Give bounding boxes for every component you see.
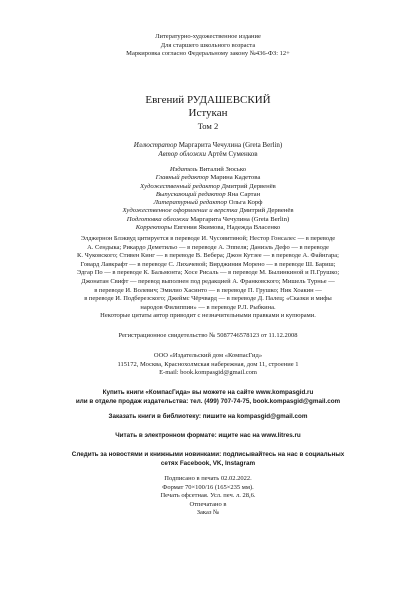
credit-line [0,150,416,159]
book-author [0,94,416,107]
credit-role: Автор обложки [158,150,206,159]
age-rating-line: Маркировка согласно Федеральному закону №436-ФЗ: 12+ [126,50,290,58]
print-line: Подписано в печать 02.02.2022. [164,475,252,482]
author-first-name: Евгений [145,94,185,106]
credit-name: Маргарита Чечулина (Greta Berlin) [178,141,283,149]
staff-line [0,199,416,207]
quotes-note [58,235,358,321]
buy-block [0,389,416,406]
quotes-line: Джонатан Свифт — перевод выполнен под редакцией А. Франковского; Мишель Турнье — [81,277,335,285]
staff-line [0,191,416,199]
staff-role: Литературный редактор [153,199,228,207]
staff-name: Дмитрий Дервенёв [221,182,276,190]
staff-line [0,183,416,191]
social-block [0,451,416,468]
staff-line [0,166,416,174]
staff-block [0,166,416,232]
staff-role: Издатель [169,166,198,173]
staff-name: Евгения Якимова, Надежда Власенко [173,224,281,232]
staff-name: Виталий Зюсько [199,166,247,173]
registration-line: Регистрационное свидетельство № 5087746578123 от 11.12.2008 [118,332,298,339]
age-rating-block [0,33,416,59]
quotes-line: Эдгар По — в переводе К. Бальмонта; Хосе Рисаль — в переводе М. Былинкиной и П.Грушко; [76,269,340,277]
quotes-line: Элджернон Блэквуд цитируется в переводе И. Чусовитиной; Нестор Гонсалес — в переводе [80,235,336,242]
staff-line [0,207,416,215]
quotes-line: Говард Лавкрафт — в переводе С. Лихачевой; Вирджиния Морено — в переводе Ш. Бариш; [80,260,336,268]
staff-role: Подготовка обложки [126,215,189,223]
ebook-line: Читать в электронном формате: ищите нас на www.litres.ru [115,432,301,439]
staff-role: Художественное оформление и верстка [122,207,238,215]
book-volume: Том 2 [197,121,219,131]
publisher-line: 115172, Москва, Краснохолмская набережная, дом 11, строение 1 [117,360,299,368]
book-title: Истукан [188,107,228,119]
print-line: Заказ № [196,509,220,517]
staff-role: Художественный редактор [140,182,220,190]
credits-block [0,141,416,160]
social-line: Следить за новостями и книжными новинками: подписывайтесь на нас в социальных [71,451,345,458]
staff-role: Корректоры [135,224,173,232]
staff-line [0,224,416,232]
staff-role: Главный редактор [155,174,209,182]
publisher-block [0,352,416,378]
publisher-email: E-mail: book.kompasgid@gmail.com [159,369,257,377]
quotes-line: в переводе И. Подберезского; Джеймс Чёрчвард — в переводе Д. Палец; «Сказки и мифы [84,295,332,303]
staff-role: Выпускающий редактор [155,190,226,198]
staff-name: Марина Кадетова [210,174,261,182]
staff-name: Яна Сартан [227,190,261,198]
quotes-line: А. Сендыка; Рикардо Деметильо — в переводе А. Эппеля; Даниэль Дефо — в переводе [87,243,329,251]
staff-line [0,216,416,224]
staff-name: Дмитрий Дервенёв [239,207,294,215]
print-line: Формат 70×100/16 (165×235 мм). [162,483,254,491]
credit-line [0,141,416,150]
staff-name: Ольга Корф [228,199,263,207]
staff-line [0,174,416,182]
buy-line: Купить книги «КомпасГида» вы можете на сайте www.kompasgid.ru [102,389,314,396]
print-line: Отпечатано в [189,500,227,508]
library-line: Заказать книги в библиотеку: пишите на kompasgid@gmail.com [108,413,308,420]
author-last-name: РУДАШЕВСКИЙ [186,94,271,106]
publisher-line: ООО «Издательский дом «КомпасГид» [153,352,263,359]
staff-name: Маргарита Чечулина (Greta Berlin) [190,215,290,223]
quotes-line: К. Чуковского; Стивен Кинг — в переводе В. Вебера; Джон Кутзее — в переводе А. Файнгара; [77,252,339,260]
quotes-line: Некоторые цитаты автор приводит с незначительными правками и купюрами. [100,312,316,320]
credit-role: Иллюстратор [133,141,177,149]
credit-name: Артём Суменков [207,150,258,159]
quotes-line: в переводе И. Волевич; Эмилио Хасинто — в переводе П. Грушко; Ник Хоакин — [94,286,322,294]
buy-line: или в отделе продаж издательства: тел. (499) 707-74-75, book.kompasgid@gmail.com [75,397,341,405]
age-rating-line: Литературно-художественное издание [155,33,261,40]
print-line: Печать офсетная. Усл. печ. л. 28,6. [160,492,256,500]
social-line: сетях Facebook, VK, Instagram [160,459,256,467]
quotes-line: народов Филиппин» — в переводе Р.Л. Рыбкина. [140,303,276,311]
age-rating-line: Для старшего школьного возраста [160,41,256,49]
print-info-block [0,475,416,518]
